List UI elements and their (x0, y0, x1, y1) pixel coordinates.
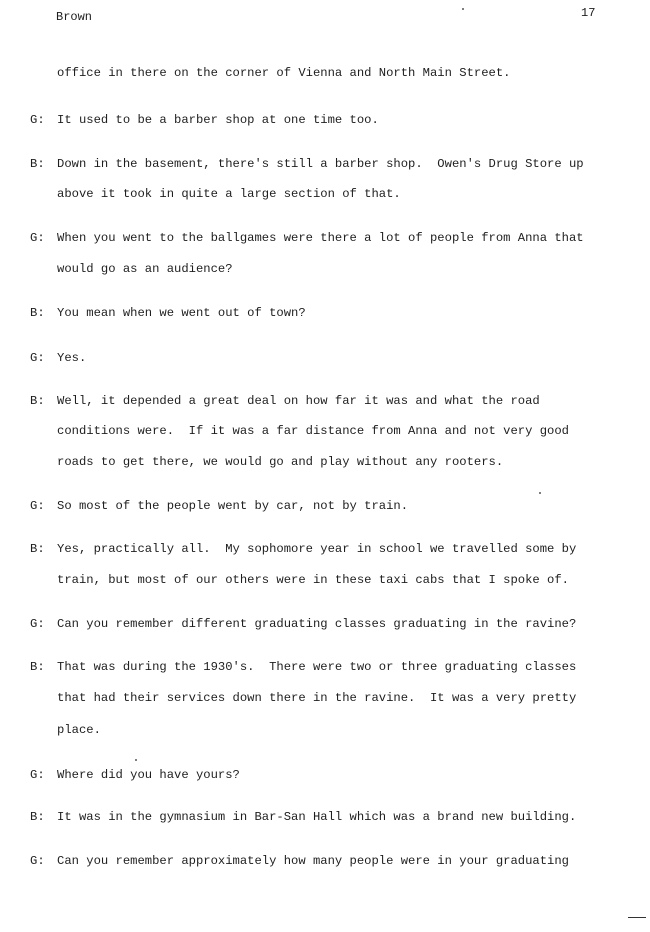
transcript-line: So most of the people went by car, not by train. (57, 499, 409, 513)
speaker-label: G: (30, 499, 45, 513)
speaker-label: G: (30, 768, 45, 782)
scan-mark (628, 917, 646, 918)
speaker-label: G: (30, 351, 45, 365)
transcript-line: that had their services down there in the ravine. It was a very pretty (57, 691, 577, 705)
scan-speck (539, 492, 541, 494)
scan-speck (135, 759, 137, 761)
transcript-line: would go as an audience? (57, 262, 233, 276)
speaker-label: G: (30, 113, 45, 127)
speaker-label: B: (30, 157, 45, 171)
header-name: Brown (56, 10, 93, 24)
transcript-line: Well, it depended a great deal on how far it was and what the road (57, 394, 540, 408)
transcript-line: place. (57, 723, 101, 737)
speaker-label: B: (30, 394, 45, 408)
speaker-label: B: (30, 542, 45, 556)
transcript-line: It used to be a barber shop at one time too. (57, 113, 379, 127)
transcript-line: roads to get there, we would go and play without any rooters. (57, 455, 504, 469)
speaker-label: B: (30, 306, 45, 320)
transcript-line: above it took in quite a large section of that. (57, 187, 401, 201)
transcript-line: Can you remember approximately how many people were in your graduating (57, 854, 569, 868)
page-number: 17 (581, 6, 596, 20)
transcript-line: Can you remember different graduating classes graduating in the ravine? (57, 617, 577, 631)
speaker-label: G: (30, 617, 45, 631)
scan-speck (462, 8, 464, 10)
transcript-line: Down in the basement, there's still a barber shop. Owen's Drug Store up (57, 157, 584, 171)
transcript-line: Where did you have yours? (57, 768, 240, 782)
speaker-label: G: (30, 854, 45, 868)
transcript-line: office in there on the corner of Vienna and North Main Street. (57, 66, 511, 80)
transcript-line: When you went to the ballgames were there a lot of people from Anna that (57, 231, 584, 245)
speaker-label: B: (30, 660, 45, 674)
transcript-line: conditions were. If it was a far distance from Anna and not very good (57, 424, 569, 438)
transcript-line: Yes, practically all. My sophomore year in school we travelled some by (57, 542, 577, 556)
transcript-line: train, but most of our others were in these taxi cabs that I spoke of. (57, 573, 569, 587)
speaker-label: G: (30, 231, 45, 245)
transcript-line: It was in the gymnasium in Bar-San Hall which was a brand new building. (57, 810, 577, 824)
transcript-line: Yes. (57, 351, 87, 365)
transcript-line: You mean when we went out of town? (57, 306, 306, 320)
transcript-line: That was during the 1930's. There were two or three graduating classes (57, 660, 577, 674)
speaker-label: B: (30, 810, 45, 824)
